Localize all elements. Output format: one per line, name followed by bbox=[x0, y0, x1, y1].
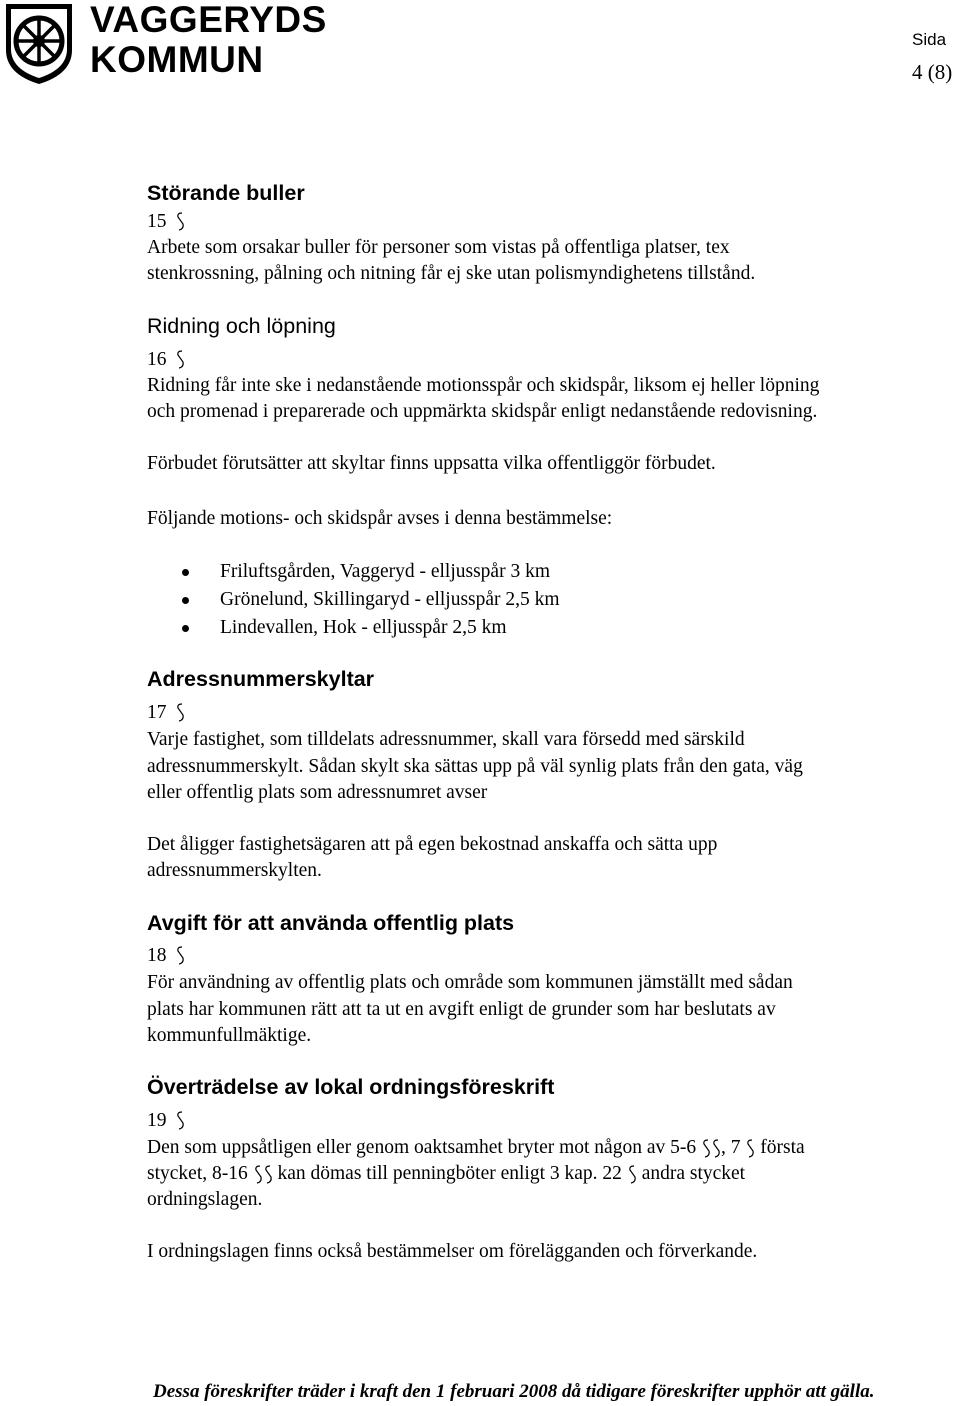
section-sign-icon bbox=[253, 1164, 263, 1186]
section-sign-icon bbox=[701, 1138, 711, 1160]
section-sign-icon bbox=[175, 945, 185, 967]
coat-of-arms-icon bbox=[2, 0, 80, 86]
section-19-line-1: Den som uppsåtligen eller genom oaktsamhet bryter mot någon av 5-6 , 7 första bbox=[147, 1137, 805, 1158]
section-sign-icon bbox=[175, 1110, 185, 1132]
heading-avgift: Avgift för att använda offentlig plats bbox=[147, 911, 515, 935]
section-17-paragraph-2-line-1: Det åligger fastighetsägaren att på egen bekostnad anskaffa och sätta upp bbox=[147, 834, 718, 855]
section-19-line-3: ordningslagen. bbox=[147, 1189, 263, 1210]
logo-line-1: VAGGERYDS bbox=[90, 0, 327, 40]
heading-adressnummerskyltar: Adressnummerskyltar bbox=[147, 667, 375, 691]
trail-list bbox=[182, 558, 560, 642]
section-16-line-2: och promenad i preparerade och uppmärkta skidspår enligt nedanstående redovisning. bbox=[147, 401, 818, 422]
heading-ridning-och-lopning: Ridning och löpning bbox=[147, 314, 336, 338]
municipality-logo bbox=[2, 0, 332, 86]
section-sign-icon bbox=[627, 1164, 637, 1186]
section-number-15: 15 bbox=[147, 209, 185, 236]
list-item: Friluftsgården, Vaggeryd - elljusspår 3 km bbox=[182, 558, 560, 586]
section-18-line-1: För användning av offentlig plats och område som kommunen jämställt med sådan bbox=[147, 972, 793, 993]
list-item: Grönelund, Skillingaryd - elljusspår 2,5 km bbox=[182, 586, 560, 614]
section-number-16: 16 bbox=[147, 347, 185, 374]
section-sign-icon bbox=[175, 211, 185, 233]
section-19-line-2: stycket, 8-16 kan dömas till penningböter enligt 3 kap. 22 andra stycket bbox=[147, 1163, 746, 1184]
section-number-19: 19 bbox=[147, 1108, 185, 1135]
section-15-line-2: stenkrossning, pålning och nitning får ej ske utan polismyndighetens tillstånd. bbox=[147, 263, 756, 284]
list-item: Lindevallen, Hok - elljusspår 2,5 km bbox=[182, 614, 560, 642]
section-sign-icon bbox=[175, 349, 185, 371]
section-number-17: 17 bbox=[147, 700, 185, 727]
bullet-icon bbox=[182, 625, 189, 632]
heading-overtradelse: Överträdelse av lokal ordningsföreskrift bbox=[147, 1075, 555, 1099]
section-sign-icon bbox=[175, 702, 185, 724]
section-17-line-3: eller offentlig plats som adressnumret avser bbox=[147, 782, 488, 803]
footer-note: Dessa föreskrifter träder i kraft den 1 februari 2008 då tidigare föreskrifter upphör att gälla. bbox=[153, 1381, 875, 1402]
logo-wordmark bbox=[90, 0, 327, 80]
bullet-icon bbox=[182, 597, 189, 604]
section-16-line-1: Ridning får inte ske i nedanstående motionsspår och skidspår, liksom ej heller löpning bbox=[147, 375, 820, 396]
section-18-line-2: plats har kommunen rätt att ta ut en avgift enligt de grunder som har beslutats av bbox=[147, 999, 776, 1020]
logo-line-2: KOMMUN bbox=[90, 39, 264, 80]
section-number-18: 18 bbox=[147, 943, 185, 970]
section-18-line-3: kommunfullmäktige. bbox=[147, 1025, 312, 1046]
section-sign-icon bbox=[745, 1138, 755, 1160]
section-sign-icon bbox=[263, 1164, 273, 1186]
section-17-paragraph-2-line-2: adressnummerskylten. bbox=[147, 860, 322, 881]
section-16-paragraph-3: Följande motions- och skidspår avses i denna bestämmelse: bbox=[147, 508, 613, 529]
page-label: Sida bbox=[912, 30, 947, 49]
page-number: 4 (8) bbox=[912, 60, 953, 84]
section-16-paragraph-2: Förbudet förutsätter att skyltar finns uppsatta vilka offentliggör förbudet. bbox=[147, 453, 716, 474]
section-19-paragraph-2: I ordningslagen finns också bestämmelser om förelägganden och förverkande. bbox=[147, 1241, 758, 1262]
section-17-line-1: Varje fastighet, som tilldelats adressnummer, skall vara försedd med särskild bbox=[147, 729, 745, 750]
section-15-line-1: Arbete som orsakar buller för personer som vistas på offentliga platser, tex bbox=[147, 237, 730, 258]
bullet-icon bbox=[182, 569, 189, 576]
section-sign-icon bbox=[711, 1138, 721, 1160]
section-17-line-2: adressnummerskylt. Sådan skylt ska sättas upp på väl synlig plats från den gata, väg bbox=[147, 756, 803, 777]
heading-storande-buller: Störande buller bbox=[147, 181, 305, 205]
